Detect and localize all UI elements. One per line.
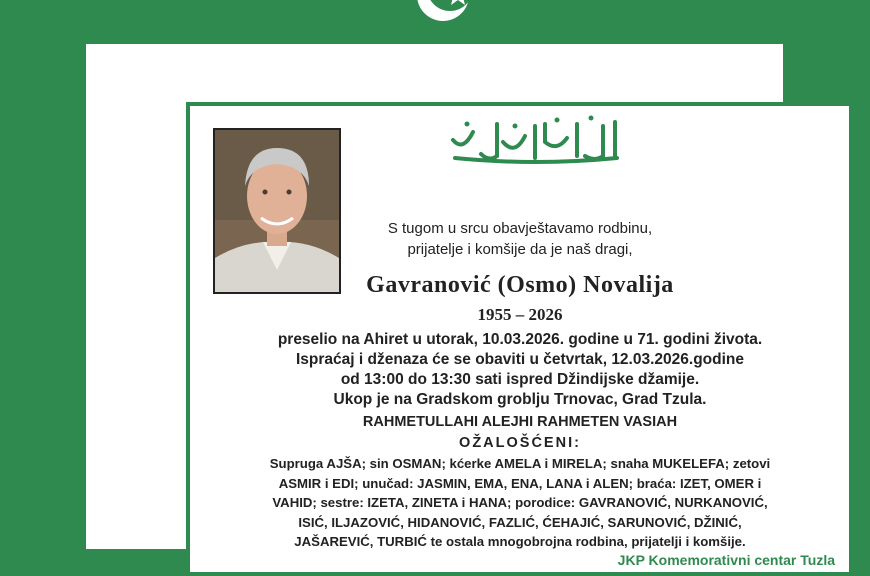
agency-name: JKP Komemorativni centar Tuzla <box>617 552 835 568</box>
mourners-line: VAHID; sestre: IZETA, ZINETA i HANA; porodice: GAVRANOVIĆ, NURKANOVIĆ, <box>272 495 768 510</box>
notice-inner-frame <box>186 102 853 576</box>
portrait-photo <box>213 128 341 294</box>
deceased-name: Gavranović (Osmo) Novalija <box>366 272 674 298</box>
arabic-calligraphy <box>445 112 625 168</box>
detail-line: od 13:00 do 13:30 sati ispred Džindijske džamije. <box>340 371 700 388</box>
notice-outer-frame <box>86 44 835 568</box>
funeral-details <box>210 330 830 410</box>
mourners-heading: OŽALOŠĆENI: <box>459 435 581 451</box>
mourners-line: ISIĆ, ILJAZOVIĆ, HIDANOVIĆ, FAZLIĆ, ĆEHAJIĆ, SARUNOVIĆ, DŽINIĆ, <box>298 514 742 530</box>
intro-text <box>340 218 700 260</box>
prayer-line: RAHMETULLAHI ALEJHI RAHMETEN VASIAH <box>362 414 678 430</box>
mourners-line: ASMIR i EDI; unučad: JASMIN, EMA, ENA, LANA i ALEN; braća: IZET, OMER i <box>278 475 762 491</box>
mourners-line: Supruga AJŠA; sin OSMAN; kćerke AMELA i MIRELA; snaha MUKELEFA; zetovi <box>269 456 771 471</box>
detail-line: Ispraćaj i dženaza će se obaviti u četvrtak, 12.03.2026.godine <box>296 351 744 368</box>
detail-line: preselio na Ahiret u utorak, 10.03.2026. godine u 71. godini života. <box>277 331 763 348</box>
intro-line: prijatelje i komšije da je naš dragi, <box>407 241 633 258</box>
mourners-list <box>202 454 838 552</box>
mourners-line: JAŠAREVIĆ, TURBIĆ te ostala mnogobrojna rodbina, prijatelji i komšije. <box>294 534 746 549</box>
crescent-star-icon <box>408 0 478 30</box>
detail-line: Ukop je na Gradskom groblju Trnovac, Grad Tzula. <box>333 391 707 408</box>
life-years: 1955 – 2026 <box>477 305 563 324</box>
intro-line: S tugom u srcu obavještavamo rodbinu, <box>387 220 653 237</box>
